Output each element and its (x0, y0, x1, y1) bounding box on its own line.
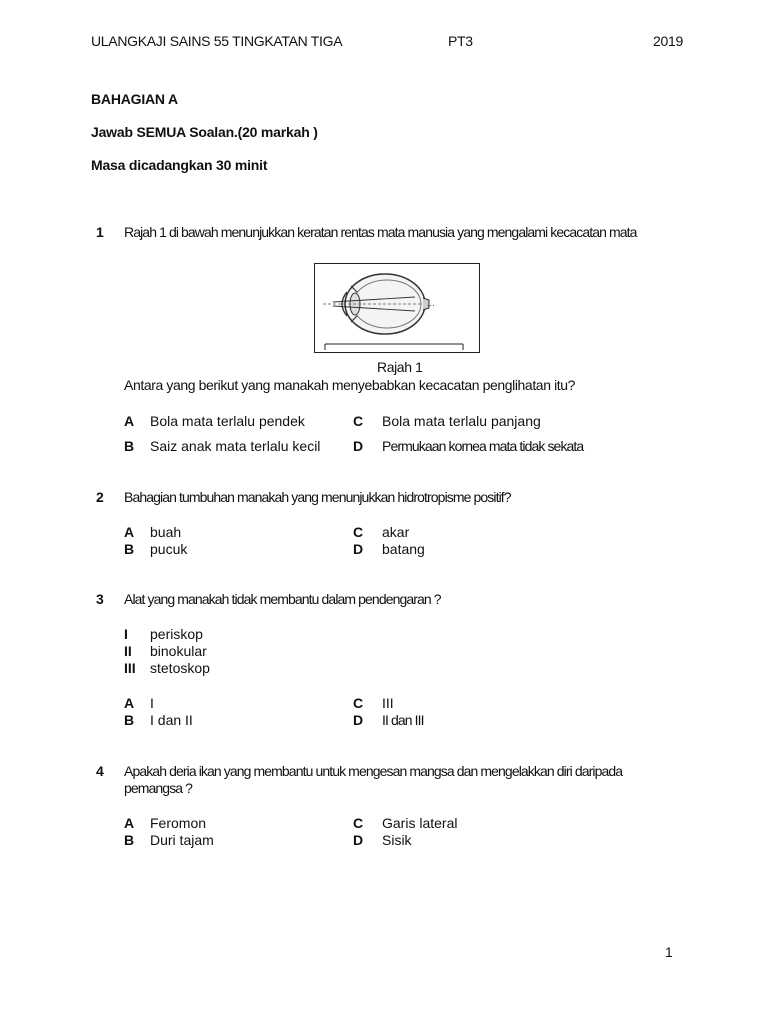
q3-option-b-letter: B (124, 712, 135, 728)
q4-option-c-letter: C (353, 815, 364, 831)
q3-item-2-roman: II (124, 643, 132, 659)
q3-option-a-letter: A (124, 695, 135, 711)
q2-option-a-letter: A (124, 524, 135, 540)
q3-option-d-letter: D (353, 712, 364, 728)
question-3-number: 3 (96, 591, 104, 607)
section-time: Masa dicadangkan 30 minit (91, 157, 268, 173)
eye-cross-section-image (315, 264, 479, 352)
q2-option-d-text: batang (382, 541, 425, 557)
q3-item-1-text: periskop (150, 626, 203, 642)
eye-diagram-figure (314, 263, 480, 353)
q1-option-b-text: Saiz anak mata terlalu kecil (150, 438, 321, 454)
section-instruction: Jawab SEMUA Soalan.(20 markah ) (91, 124, 318, 140)
header-right: 2019 (653, 33, 683, 49)
q4-option-a-text: Feromon (150, 815, 207, 831)
q3-option-a-text: I (150, 695, 154, 711)
q2-option-b-letter: B (124, 541, 135, 557)
question-2-text: Bahagian tumbuhan manakah yang menunjukkan hidrotropisme positif? (124, 489, 511, 505)
question-3-text: Alat yang manakah tidak membantu dalam pendengaran ? (124, 591, 441, 607)
q3-option-c-text: III (382, 695, 394, 711)
question-1-number: 1 (96, 224, 104, 240)
q3-option-c-letter: C (353, 695, 364, 711)
question-1-text: Rajah 1 di bawah menunjukkan keratan rentas mata manusia yang mengalami kecacatan mata (124, 224, 637, 240)
q2-option-c-text: akar (382, 524, 410, 540)
svg-text:...: ... (427, 299, 435, 308)
q4-option-d-letter: D (353, 832, 364, 848)
q2-option-b-text: pucuk (150, 541, 188, 557)
header-left: ULANGKAJI SAINS 55 TINGKATAN TIGA (91, 33, 343, 49)
q2-option-d-letter: D (353, 541, 364, 557)
q3-item-3-text: stetoskop (150, 660, 210, 676)
q1-option-c-text: Bola mata terlalu panjang (382, 413, 541, 429)
q3-option-d-text: II dan III (382, 712, 424, 728)
q4-option-a-letter: A (124, 815, 135, 831)
page-number: 1 (665, 944, 673, 960)
q1-option-a-letter: A (124, 413, 135, 429)
q1-option-a-text: Bola mata terlalu pendek (150, 413, 305, 429)
q4-option-b-letter: B (124, 832, 135, 848)
q3-option-b-text: I dan II (150, 712, 193, 728)
q1-option-b-letter: B (124, 438, 135, 454)
figure-caption: Rajah 1 (377, 359, 423, 375)
section-title: BAHAGIAN A (91, 91, 178, 107)
q2-option-a-text: buah (150, 524, 182, 540)
q1-option-d-text: Permukaan kornea mata tidak sekata (382, 438, 584, 454)
question-4-number: 4 (96, 763, 104, 779)
q3-item-2-text: binokular (150, 643, 207, 659)
question-2-number: 2 (96, 489, 104, 505)
q2-option-c-letter: C (353, 524, 364, 540)
q1-option-d-letter: D (353, 438, 364, 454)
q3-item-3-roman: III (124, 660, 136, 676)
question-4-text-line-2: pemangsa ? (124, 780, 193, 796)
q4-option-c-text: Garis lateral (382, 815, 458, 831)
q1-option-c-letter: C (353, 413, 364, 429)
header-center: PT3 (448, 33, 473, 49)
q3-item-1-roman: I (124, 626, 128, 642)
question-1-stem: Antara yang berikut yang manakah menyebabkan kecacatan penglihatan itu? (124, 377, 576, 393)
q4-option-b-text: Duri tajam (150, 832, 214, 848)
question-4-text-line-1: Apakah deria ikan yang membantu untuk mengesan mangsa dan mengelakkan diri daripada (124, 763, 623, 779)
q4-option-d-text: Sisik (382, 832, 412, 848)
